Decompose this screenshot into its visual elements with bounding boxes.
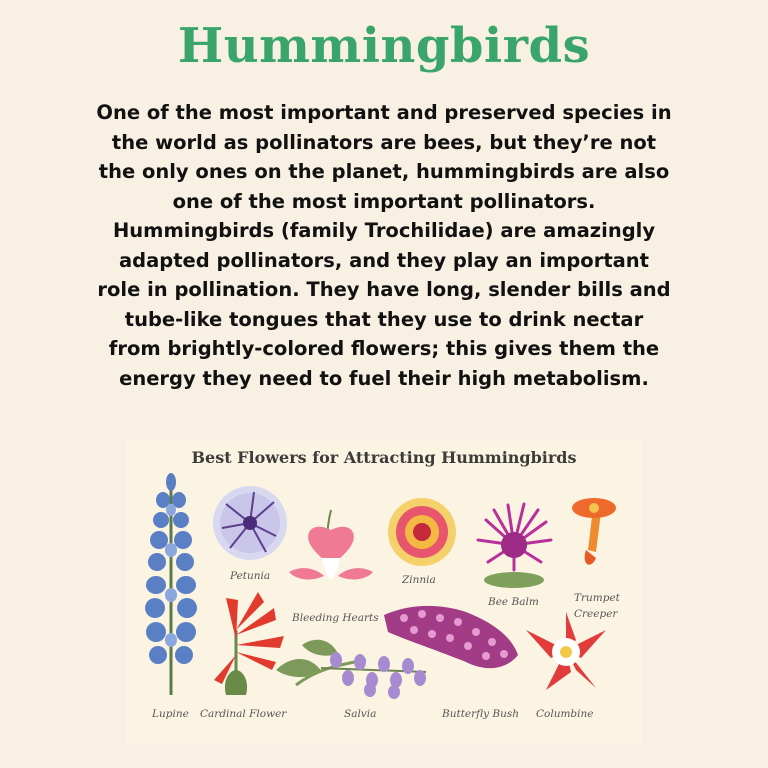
label-creeper: Creeper [574,608,618,620]
salvia-illustration [276,640,426,699]
butterfly-bush-illustration [384,606,518,668]
paragraph-line: from brightly-colored flowers; this gives them the [108,337,660,360]
paragraph-line: tube-like tongues that they use to drink nectar [124,307,644,331]
bee-balm-illustration [478,504,551,588]
bleeding-hearts-illustration [289,510,373,580]
paragraph-line: Hummingbirds (family Trochilidae) are amazingly [112,219,656,242]
paragraph-line: One of the most important and preserved species in [96,101,672,124]
label-petunia: Petunia [230,570,271,582]
label-cardinal-flower: Cardinal Flower [200,708,287,720]
label-lupine: Lupine [152,708,189,720]
page-title: Hummingbirds [177,18,591,74]
flower-illustration [126,440,642,744]
petunia-illustration [213,486,287,560]
label-trumpet: Trumpet [574,592,620,604]
intro-paragraph [60,98,708,393]
paragraph-line: adapted pollinators, and they play an important [118,248,650,272]
flower-drawings [126,440,642,744]
label-bleeding-hearts: Bleeding Hearts [292,612,379,624]
label-bee-balm: Bee Balm [488,596,539,608]
paragraph-line: role in pollination. They have long, slender bills and [97,278,671,301]
paragraph-line: one of the most important pollinators. [172,189,596,213]
label-columbine: Columbine [536,708,594,720]
trumpet-creeper-illustration [572,498,616,565]
illustration-title: Best Flowers for Attracting Hummingbirds [191,448,577,467]
paragraph-line: energy they need to fuel their high metabolism. [119,366,649,390]
zinnia-illustration [388,498,456,566]
columbine-illustration [526,612,606,690]
label-butterfly-bush: Butterfly Bush [442,708,520,720]
label-zinnia: Zinnia [402,574,436,586]
cardinal-flower-illustration [214,592,284,695]
paragraph-line: the world as pollinators are bees, but they’re not [111,130,657,154]
lupine-illustration [145,473,197,695]
paragraph-line: the only ones on the planet, hummingbirds are also [98,160,670,183]
label-salvia: Salvia [344,708,377,720]
